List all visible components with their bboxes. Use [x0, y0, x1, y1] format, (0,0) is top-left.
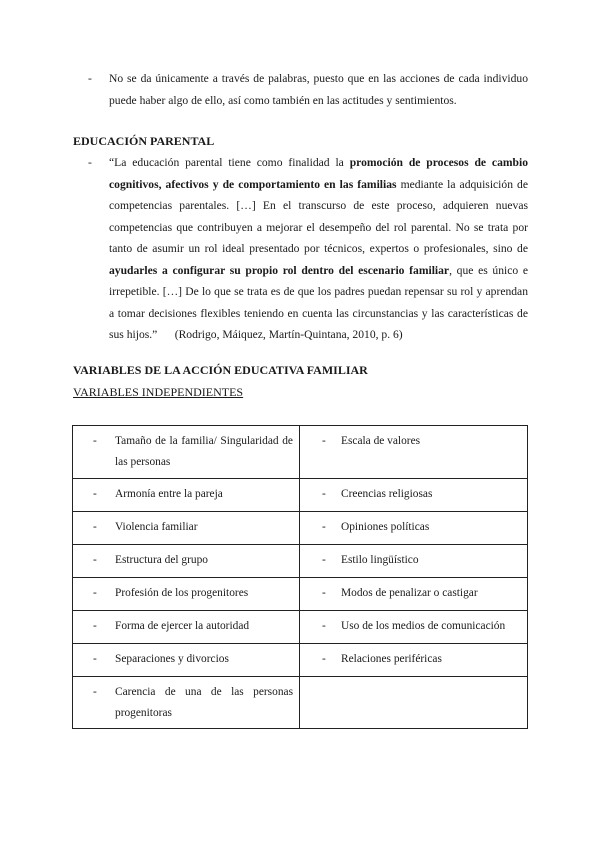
table-row — [73, 677, 528, 729]
intro-bullet-text: No se da únicamente a través de palabras, puesto que en las acciones de cada individuo puede haber algo de ello, así como también en las actitudes y sentimientos. — [109, 72, 528, 107]
table-row — [73, 479, 528, 512]
variable-label: Estructura del grupo — [115, 554, 208, 566]
table-cell-left — [73, 578, 300, 611]
variables-heading: VARIABLES DE LA ACCIÓN EDUCATIVA FAMILIAR — [73, 363, 368, 377]
bullet-dash: - — [88, 156, 92, 169]
intro-bullet — [88, 68, 528, 111]
variable-item — [300, 611, 527, 641]
variable-label: Modos de penalizar o castigar — [341, 587, 478, 599]
quote-bold-1: promoción de procesos de cambio cognitivos, afectivos y de comportamiento en las familias — [109, 156, 529, 191]
variable-label: Estilo lingüístico — [341, 554, 419, 566]
variable-item — [73, 611, 299, 641]
table-cell-left — [73, 545, 300, 578]
variable-item — [73, 644, 299, 674]
bullet-dash: - — [322, 554, 326, 566]
table-cell-right — [300, 644, 528, 677]
parental-quote — [109, 152, 528, 346]
bullet-dash: - — [93, 488, 97, 500]
table-cell-right — [300, 545, 528, 578]
variables-table — [72, 425, 528, 729]
table-row — [73, 611, 528, 644]
bullet-dash: - — [88, 72, 92, 85]
bullet-dash: - — [93, 587, 97, 599]
table-row — [73, 512, 528, 545]
variable-item — [300, 545, 527, 575]
table-cell-right — [300, 512, 528, 545]
table-cell-right — [300, 479, 528, 512]
parental-heading: EDUCACIÓN PARENTAL — [73, 134, 215, 148]
table-cell-left — [73, 677, 300, 729]
variable-label: Relaciones periféricas — [341, 653, 442, 665]
bullet-dash: - — [322, 587, 326, 599]
bullet-dash: - — [93, 435, 97, 447]
bullet-dash: - — [93, 686, 97, 698]
table-row — [73, 644, 528, 677]
bullet-dash: - — [322, 620, 326, 632]
quote-part-2: mediante la adquisición de competencias parentales. […] En el transcurso de este proceso, adquieren nuevas competencias que contribuyen a mejorar el desempeño del rol parental. No se trata por tanto de asumir un rol ideal presentado por técnicos, expertos o profesionales, sino de — [109, 177, 528, 255]
bullet-dash: - — [322, 435, 326, 447]
variable-label: Creencias religiosas — [341, 488, 433, 500]
variable-item — [73, 479, 299, 509]
variable-label: Armonía entre la pareja — [115, 488, 223, 500]
variables-subheading: VARIABLES INDEPENDIENTES — [73, 385, 244, 399]
variable-label: Violencia familiar — [115, 521, 198, 533]
bullet-dash: - — [93, 620, 97, 632]
variable-item — [300, 426, 527, 456]
bullet-dash: - — [322, 488, 326, 500]
quote-bold-2: ayudarles a configurar su propio rol dentro del escenario familiar — [109, 263, 450, 277]
bullet-dash: - — [93, 521, 97, 533]
variable-label: Uso de los medios de comunicación — [341, 620, 506, 632]
variable-item — [300, 512, 527, 542]
table-row — [73, 545, 528, 578]
variable-item — [73, 512, 299, 542]
variable-item — [73, 677, 299, 728]
variable-item — [300, 578, 527, 608]
table-cell-left — [73, 479, 300, 512]
variable-label: Tamaño de la familia/ Singularidad de las personas — [115, 435, 293, 468]
parental-quote-bullet — [88, 152, 528, 346]
variable-item — [300, 644, 527, 674]
table-cell-right — [300, 677, 528, 729]
bullet-dash: - — [93, 554, 97, 566]
variable-label: Profesión de los progenitores — [115, 587, 249, 599]
bullet-dash: - — [93, 653, 97, 665]
bullet-dash: - — [322, 521, 326, 533]
variable-item — [73, 545, 299, 575]
table-row — [73, 426, 528, 479]
table-cell-right — [300, 426, 528, 479]
variable-label: Separaciones y divorcios — [115, 653, 229, 665]
table-cell-left — [73, 426, 300, 479]
variable-label: Escala de valores — [341, 435, 421, 447]
variable-item — [300, 479, 527, 509]
table-cell-right — [300, 578, 528, 611]
variable-label: Forma de ejercer la autoridad — [115, 620, 250, 632]
variable-label: Opiniones políticas — [341, 521, 430, 533]
variable-label: Carencia de una de las personas progenitoras — [115, 686, 293, 719]
quote-part-1: “La educación parental tiene como finalidad la — [109, 156, 350, 169]
table-cell-right — [300, 611, 528, 644]
table-cell-left — [73, 611, 300, 644]
quote-part-3: , que es único e irrepetible. […] De lo que se trata es de que los padres puedan repensar su rol y aprendan a tomar decisiones flexibles teniendo en cuenta las circunstancias y las características de sus hijos.” — [109, 263, 528, 341]
table-cell-left — [73, 644, 300, 677]
table-row — [73, 578, 528, 611]
quote-citation: (Rodrigo, Máiquez, Martín-Quintana, 2010, p. 6) — [174, 328, 403, 341]
table-cell-left — [73, 512, 300, 545]
variable-item — [73, 426, 299, 477]
variable-item — [73, 578, 299, 608]
bullet-dash: - — [322, 653, 326, 665]
